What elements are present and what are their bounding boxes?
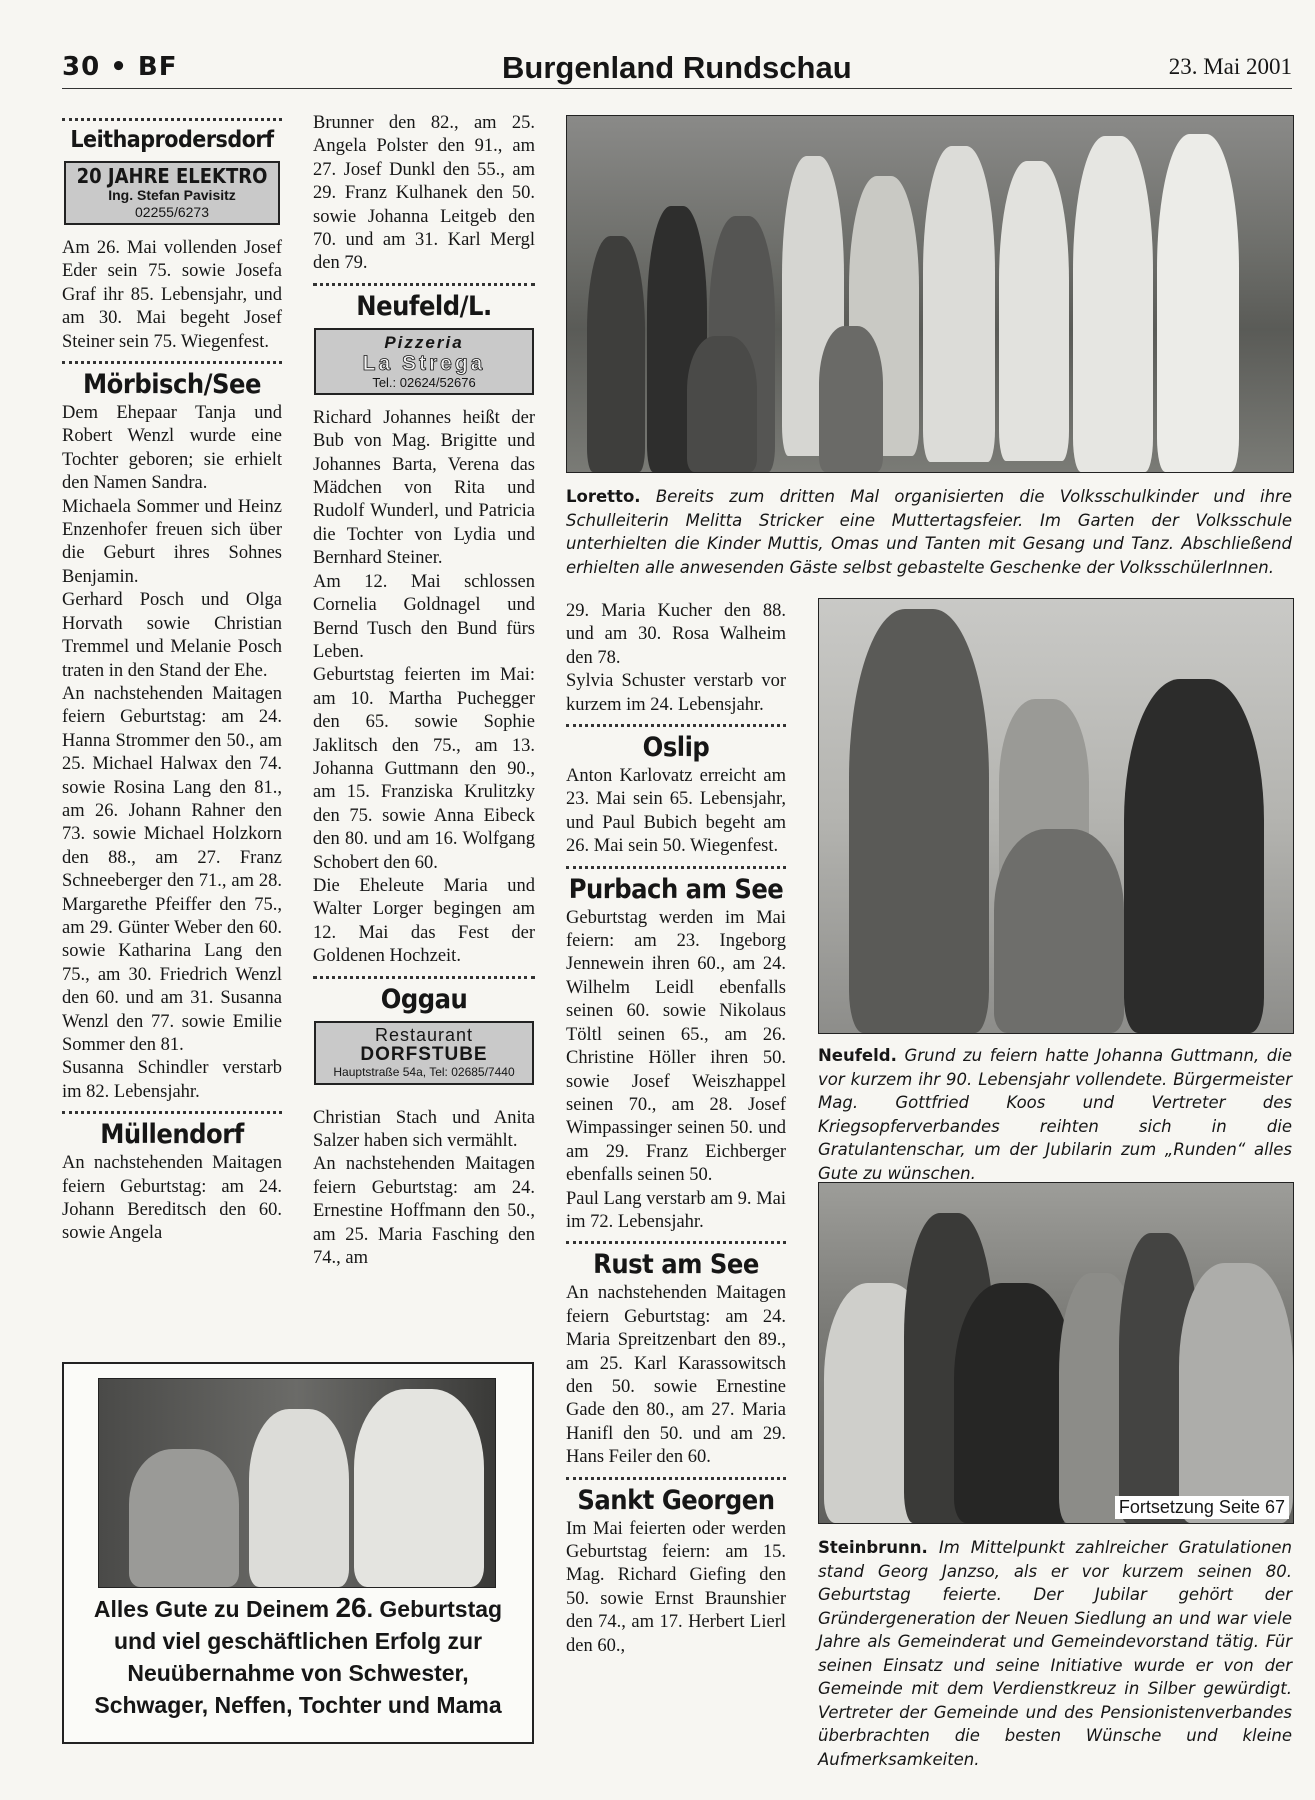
ad-pizzeria-phone: Tel.: 02624/52676 xyxy=(372,374,476,390)
paragraph: Dem Ehepaar Tanja und Robert Wenzl wurde eine Tochter geboren; sie erhielt den Namen Sandra. xyxy=(62,403,282,494)
photo-steinbrunn xyxy=(818,1182,1294,1524)
birthday-ad xyxy=(62,1362,534,1744)
heading-oggau: Oggau xyxy=(380,983,468,1015)
photo-figure xyxy=(1179,1263,1293,1523)
birthday-line-1-pre: Alles Gute zu Deinem xyxy=(93,1596,336,1622)
photo-figure xyxy=(819,326,883,472)
paragraph: An nachstehenden Maitagen feiern Geburtstag: am 24. Ernestine Hoffmann den 50., am 25. Maria Fasching den 74., am xyxy=(313,1154,535,1269)
birthday-line-1 xyxy=(64,1592,532,1625)
paragraph: Christian Stach und Anita Salzer haben sich vermählt. xyxy=(313,1107,535,1151)
paragraph: Michaela Sommer und Heinz Enzenhofer freuen sich über die Geburt ihres Sohnes Benjamin. xyxy=(62,496,282,587)
paragraph: An nachstehenden Maitagen feiern Geburtstag: am 24. Johann Bereditsch den 60. sowie Angela xyxy=(62,1153,282,1244)
section-divider xyxy=(62,118,282,121)
paragraph: An nachstehenden Maitagen feiern Geburtstag: am 24. Hanna Strommer den 50., am 25. Michael Halwax den 74. sowie Rosina Lang den 81., am 26. Johann Rahner den 73. sowie Michael Holzkorn den 88., am 27. Franz Schneeberger den 71., am 28. Margarethe Pfeiffer den 75., am 29. Günter Weber den 60. sowie Katharina Lang den 75., am 30. Friedrich Wenzl den 60. und am 31. Susanna Wenzl den 77. sowie Emilie Sommer den 81. xyxy=(62,683,282,1055)
ad-elektro-owner: Ing. Stefan Pavisitz xyxy=(108,187,236,203)
photo-figure xyxy=(587,236,645,472)
heading-moerbisch: Mörbisch/See xyxy=(82,369,262,401)
photo-figure xyxy=(1157,134,1239,472)
caption-text: Im Mittelpunkt zahlreicher Gratulationen stand Georg Janzso, als er vor kurzem seinen 80. Geburtstag feierte. Der Jubilar gehört der Gründergeneration der Neuen Siedlung an und war viele Jahre als Gemeinderat und Gemeindevorstand tätig. Für seinen Einsatz und seine Initiative wurde er von der Gemeinde mit dem Verdienstkreuz in Silber gewürdigt. Vertreter der Gemeinde und des Pensionistenverbandes überbrachten die besten Wünsche und kleine Aufmerksamkeiten. xyxy=(818,1538,1292,1769)
photo-figure xyxy=(687,336,757,472)
paragraph: Paul Lang verstarb am 9. Mai im 72. Lebensjahr. xyxy=(566,1188,786,1232)
paragraph: Geburtstag feierten im Mai: am 10. Martha Puchegger den 65. sowie Sophie Jaklitsch den 75., am 13. Johanna Guttmann den 90., am 15. Franziska Krulitzky den 75. sowie Anna Eibeck den 80. und am 16. Wolfgang Schobert den 60. xyxy=(313,665,535,873)
heading-rust: Rust am See xyxy=(593,1249,759,1281)
caption-steinbrunn xyxy=(818,1536,1292,1771)
ad-restaurant-name: DORFSTUBE xyxy=(360,1043,488,1065)
section-divider xyxy=(566,724,786,727)
photo-loretto xyxy=(566,115,1294,473)
photo-figure xyxy=(249,1409,349,1587)
page-label: 30 • BF xyxy=(62,52,178,82)
caption-text: Grund zu feiern hatte Johanna Guttmann, die vor kurzem ihr 90. Lebensjahr vollendete. Bürgermeister Mag. Gottfried Koos und Vertreter des Kriegsopferverbandes reihten sich in die Gratulantenschar, um der Jubilarin zum „Runden“ alles Gute zu wünschen. xyxy=(818,1046,1293,1183)
ad-elektro-title: 20 JAHRE ELEKTRO xyxy=(76,164,268,188)
birthday-line-2: und viel geschäftlichen Erfolg zur xyxy=(113,1628,483,1654)
photo-figure xyxy=(923,146,995,462)
photo-figure xyxy=(1073,136,1153,472)
section-divider xyxy=(566,1477,786,1480)
caption-text: Bereits zum dritten Mal organisierten die Volksschulkinder und ihre Schulleiterin Melitta Stricker eine Muttertagsfeier. Im Garten der Volksschule unterhielten die Kinder Muttis, Omas und Tanten mit Gesang und Tanz. Abschließend erhielten alle anwesenden Gäste selbst gebastelte Geschenke der VolksschülerInnen. xyxy=(566,487,1292,577)
photo-birthday xyxy=(98,1378,496,1588)
photo-neufeld xyxy=(818,598,1294,1034)
heading-muellendorf: Müllendorf xyxy=(100,1119,244,1151)
paragraph: Susanna Schindler verstarb im 82. Lebensjahr. xyxy=(62,1058,282,1102)
paragraph: Die Eheleute Maria und Walter Lorger begingen am 12. Mai das Fest der Goldenen Hochzeit. xyxy=(313,875,535,967)
paragraph: An nachstehenden Maitagen feiern Geburtstag: am 24. Maria Spreitzenbart den 89., am 25. Karl Karassowitsch den 50. sowie Ernestine Gade den 80., am 27. Maria Hanifl den 50. und am 29. Hans Feiler den 60. xyxy=(566,1283,786,1468)
photo-figure xyxy=(354,1389,484,1587)
birthday-message xyxy=(64,1592,532,1721)
ad-pizzeria-name: La Strega xyxy=(362,351,486,375)
ad-pizzeria-type: Pizzeria xyxy=(384,332,464,352)
birthday-age: 26 xyxy=(335,1592,367,1623)
ad-restaurant xyxy=(314,1021,534,1085)
birthday-line-1-post: . Geburtstag xyxy=(366,1596,503,1622)
masthead xyxy=(62,50,1292,90)
photo-figure xyxy=(999,161,1069,461)
section-divider xyxy=(62,361,282,364)
column-3 xyxy=(566,600,786,1658)
caption-neufeld xyxy=(818,1044,1292,1185)
section-divider xyxy=(313,283,535,286)
paragraph: Sylvia Schuster verstarb vor kurzem im 24. Lebensjahr. xyxy=(566,671,786,715)
paragraph: Am 12. Mai schlossen Cornelia Goldnagel und Bernd Tusch den Bund fürs Leben. xyxy=(313,571,535,662)
heading-oslip: Oslip xyxy=(642,732,710,764)
paragraph: Richard Johannes heißt der Bub von Mag. Brigitte und Johannes Barta, Verena das Mädchen von Rita und Rudolf Wunderl, und Patricia die Tochter von Lydia und Bernhard Steiner. xyxy=(313,407,535,569)
masthead-rule xyxy=(62,88,1292,89)
photo-figure xyxy=(849,609,989,1033)
ad-elektro xyxy=(64,161,280,225)
heading-leithaprodersdorf: Leithaprodersdorf xyxy=(70,127,274,153)
photo-figure xyxy=(1124,679,1264,1033)
photo-figure xyxy=(954,1283,1074,1523)
ad-pizzeria xyxy=(314,328,534,395)
paragraph: 29. Maria Kucher den 88. und am 30. Rosa Walheim den 78. xyxy=(566,601,786,668)
section-divider xyxy=(313,976,535,979)
birthday-line-3: Neuübernahme von Schwester, xyxy=(127,1660,469,1686)
paragraph: Geburtstag werden im Mai feiern: am 23. Ingeborg Jennewein ihren 60., am 24. Wilhelm Leidl ebenfalls seinen 60. sowie Nikolaus Töltl seinen 65., am 26. Christine Höller ihren 50. sowie Josef Weiszhappel seinen 70., am 28. Josef Wimpassinger seinen 50. und am 29. Franz Eichberger ebenfalls seinen 50. xyxy=(566,907,786,1186)
ad-restaurant-type: Restaurant xyxy=(374,1024,474,1045)
caption-place: Loretto. xyxy=(566,487,641,506)
photo-figure xyxy=(994,829,1124,1033)
ad-restaurant-address: Hauptstraße 54a, Tel: 02685/7440 xyxy=(333,1064,515,1079)
paragraph: Im Mai feierten oder werden Geburtstag feiern: am 15. Mag. Richard Giefing den 50. sowie Ernst Braunshier den 74., am 17. Herbert Lierl den 60., xyxy=(566,1518,786,1656)
newspaper-title: Burgenland Rundschau xyxy=(502,50,852,85)
section-divider xyxy=(566,866,786,869)
heading-purbach: Purbach am See xyxy=(568,873,784,905)
paragraph: Anton Karlovatz erreicht am 23. Mai sein 65. Lebensjahr, und Paul Bubich begeht am 26. Mai sein 50. Wiegenfest. xyxy=(566,766,786,857)
column-1 xyxy=(62,112,282,1246)
caption-place: Steinbrunn. xyxy=(818,1538,928,1557)
heading-neufeld: Neufeld/L. xyxy=(356,290,492,322)
paragraph: Gerhard Posch und Olga Horvath sowie Christian Tremmel und Melanie Posch traten in den Stand der Ehe. xyxy=(62,590,282,681)
photo-figure xyxy=(129,1449,239,1587)
column-2 xyxy=(313,112,535,1270)
birthday-line-4: Schwager, Neffen, Tochter und Mama xyxy=(94,1692,502,1718)
caption-place: Neufeld. xyxy=(818,1046,897,1065)
issue-date: 23. Mai 2001 xyxy=(1168,54,1292,79)
heading-sankt-georgen: Sankt Georgen xyxy=(577,1484,775,1516)
section-divider xyxy=(566,1241,786,1244)
paragraph: Am 26. Mai vollenden Josef Eder sein 75. sowie Josefa Graf ihr 85. Lebensjahr, und am 30. Mai begeht Josef Steiner sein 75. Wiegenfest. xyxy=(62,238,282,352)
ad-elektro-phone: 02255/6273 xyxy=(135,204,209,220)
continuation-note: Fortsetzung Seite 67 xyxy=(1115,1496,1289,1519)
paragraph: Brunner den 82., am 25. Angela Polster den 91., am 27. Josef Dunkl den 55., am 29. Franz Kulhanek den 50. sowie Johanna Leitgeb den 70. und am 31. Karl Mergl den 79. xyxy=(313,113,535,274)
caption-loretto xyxy=(566,485,1292,579)
section-divider xyxy=(62,1111,282,1114)
